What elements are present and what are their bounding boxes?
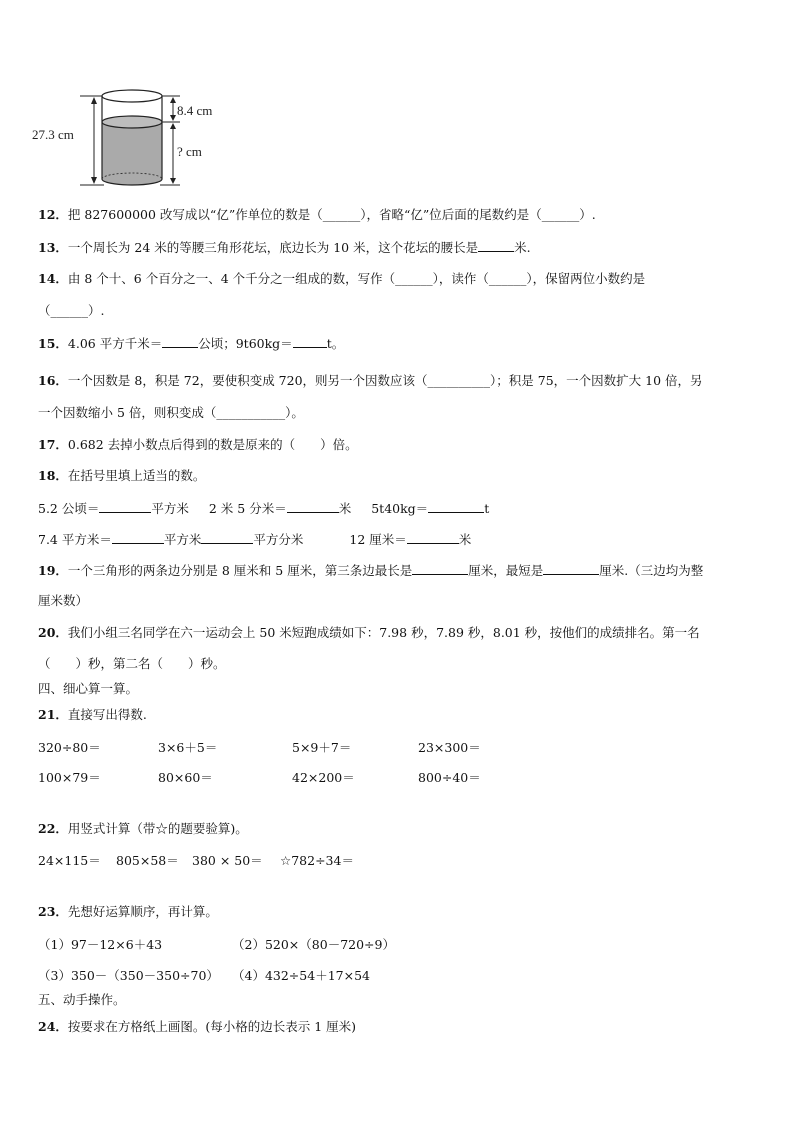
question-text: 4.06 平方千米＝ <box>67 336 163 351</box>
question-text: 平方米 <box>151 501 189 516</box>
order-calc-item: （4）432÷54＋17×54 <box>232 968 370 983</box>
question-18-row-1 <box>38 499 489 518</box>
question-13 <box>38 238 531 257</box>
question-text: 12 厘米＝ <box>349 532 407 547</box>
question-18 <box>38 467 205 485</box>
question-20 <box>38 624 700 642</box>
question-text: 公顷；9t60kg＝ <box>198 336 293 351</box>
question-number: 18． <box>38 468 68 483</box>
question-text: 平方米 <box>163 532 202 547</box>
question-text: 米 <box>458 532 472 547</box>
question-text: 我们小组三名同学在六一运动会上 50 米短跑成绩如下：7.98 秒，7.89 秒，8.01 秒，按他们的成绩排名。第一名 <box>67 625 700 640</box>
question-text: 平方分米 <box>253 532 304 547</box>
question-21 <box>38 706 147 724</box>
question-23 <box>38 903 218 921</box>
calc-item: 42×200＝ <box>292 770 355 785</box>
question-20-cont <box>38 655 226 673</box>
question-text: 一个三角形的两条边分别是 8 厘米和 5 厘米，第三条边最长是 <box>67 563 413 578</box>
answer-blank[interactable] <box>293 334 327 348</box>
section-heading-5 <box>38 991 126 1009</box>
question-text: 一个周长为 24 米的等腰三角形花坛，底边长为 10 米，这个花坛的腰长是 <box>67 240 479 255</box>
question-text: 厘米.（三边均为整 <box>599 563 704 578</box>
calc-item: 800÷40＝ <box>418 770 481 785</box>
question-text: （ ）秒，第二名（ ）秒。 <box>38 656 226 671</box>
question-text: 用竖式计算（带☆的题要验算)。 <box>67 821 248 836</box>
question-text: 米. <box>514 240 531 255</box>
question-text: （______）. <box>38 303 105 318</box>
question-text: 一个因数是 8，积是 72，要使积变成 720，则另一个因数应该（__________）；积是 75，一个因数扩大 10 倍，另 <box>67 373 703 388</box>
question-18-row-2 <box>38 530 471 549</box>
question-text: 把 827600000 改写成以“亿”作单位的数是（______），省略“亿”位后面的尾数约是（______）. <box>67 207 596 222</box>
order-calc-item: （1）97－12×6＋43 <box>38 937 163 952</box>
question-12 <box>38 206 596 224</box>
question-number: 22． <box>38 821 68 836</box>
question-19 <box>38 561 703 580</box>
calc-item: 23×300＝ <box>418 740 481 755</box>
question-number: 23． <box>38 904 68 919</box>
question-17 <box>38 436 358 454</box>
question-22 <box>38 820 248 838</box>
question-number: 21． <box>38 707 68 722</box>
question-text: 0.682 去掉小数点后得到的数是原来的（ ）倍。 <box>67 437 358 452</box>
answer-blank[interactable] <box>201 530 253 544</box>
question-text: 按要求在方格纸上画图。(每小格的边长表示 1 厘米) <box>67 1019 357 1034</box>
question-text: 5.2 公顷＝ <box>38 501 100 516</box>
question-number: 12． <box>38 207 68 222</box>
vertical-calc-item: ☆782÷34＝ <box>280 853 354 868</box>
calc-item: 100×79＝ <box>38 770 101 785</box>
question-text: 直接写出得数. <box>67 707 147 722</box>
section-title: 五、动手操作。 <box>38 992 126 1007</box>
question-text: 5t40kg＝ <box>371 501 429 516</box>
answer-blank[interactable] <box>162 334 198 348</box>
question-text: 先想好运算顺序，再计算。 <box>67 904 218 919</box>
calc-item: 80×60＝ <box>158 770 213 785</box>
answer-blank[interactable] <box>543 561 599 575</box>
question-24 <box>38 1018 356 1036</box>
question-text: 7.4 平方米＝ <box>38 532 112 547</box>
question-14 <box>38 270 645 288</box>
question-text: t。 <box>326 336 345 351</box>
answer-blank[interactable] <box>99 499 151 513</box>
calc-item: 320÷80＝ <box>38 740 101 755</box>
empty-height-label: 8.4 cm <box>177 103 213 118</box>
cylinder-figure <box>30 84 260 194</box>
question-16-cont <box>38 404 304 422</box>
question-text: 在括号里填上适当的数。 <box>67 468 206 483</box>
total-height-label: 27.3 cm <box>32 127 74 142</box>
question-number: 16． <box>38 373 68 388</box>
question-number: 19． <box>38 563 68 578</box>
question-number: 13． <box>38 240 68 255</box>
question-15 <box>38 334 344 353</box>
answer-blank[interactable] <box>407 530 459 544</box>
calc-item: 3×6＋5＝ <box>158 740 218 755</box>
answer-blank[interactable] <box>112 530 164 544</box>
answer-blank[interactable] <box>478 238 514 252</box>
vertical-calc-item: 24×115＝ <box>38 853 101 868</box>
question-text: 2 米 5 分米＝ <box>208 501 287 516</box>
question-16 <box>38 372 703 390</box>
question-number: 20． <box>38 625 68 640</box>
water-height-label: ? cm <box>177 144 202 159</box>
vertical-calc-item: 380 × 50＝ <box>192 853 263 868</box>
calc-item: 5×9＋7＝ <box>292 740 352 755</box>
question-number: 17． <box>38 437 68 452</box>
answer-blank[interactable] <box>287 499 339 513</box>
question-text: 米 <box>338 501 352 516</box>
order-calc-item: （3）350－（350－350÷70） <box>38 968 219 983</box>
question-number: 14． <box>38 271 68 286</box>
question-number: 24． <box>38 1019 68 1034</box>
section-heading-4 <box>38 680 138 698</box>
order-calc-item: （2）520×（80－720÷9） <box>232 937 395 952</box>
question-text: 厘米，最短是 <box>468 563 544 578</box>
answer-blank[interactable] <box>428 499 484 513</box>
vertical-calc-item: 805×58＝ <box>116 853 179 868</box>
question-14-cont <box>38 302 104 320</box>
question-text: 厘米数） <box>38 593 89 608</box>
question-19-cont <box>38 592 88 610</box>
question-text: 一个因数缩小 5 倍，则积变成（___________）。 <box>38 405 304 420</box>
question-text: t <box>484 501 490 516</box>
cylinder-diagram <box>30 84 260 194</box>
question-number: 15． <box>38 336 68 351</box>
answer-blank[interactable] <box>412 561 468 575</box>
question-text: 由 8 个十、6 个百分之一、4 个千分之一组成的数，写作（______），读作（______），保留两位小数约是 <box>67 271 646 286</box>
section-title: 四、细心算一算。 <box>38 681 139 696</box>
